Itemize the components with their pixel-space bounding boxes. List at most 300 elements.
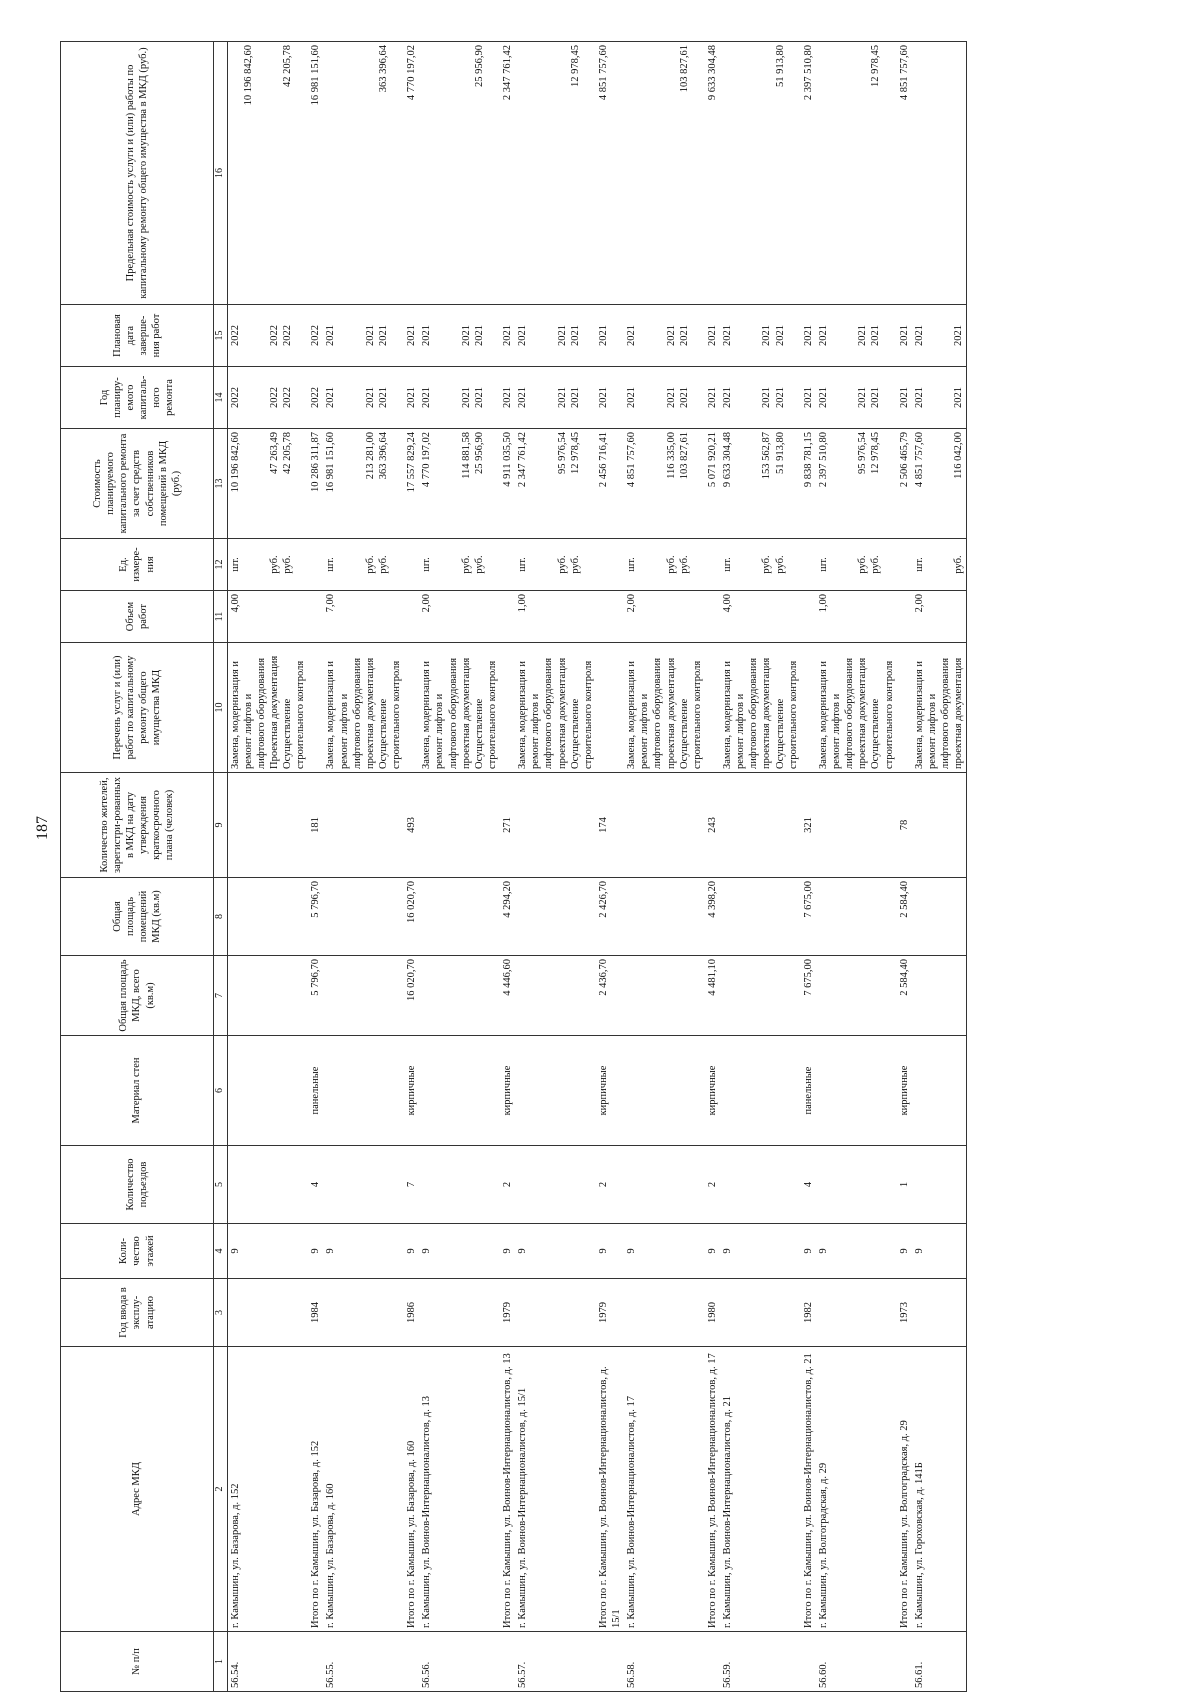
cell-text: 9 838 781,15 xyxy=(802,432,814,488)
cell-col-16 xyxy=(624,42,705,305)
cell-text xyxy=(802,594,815,639)
column-header: Объем работ xyxy=(61,591,214,643)
cell-col-15 xyxy=(624,305,705,367)
cell-col-16 xyxy=(227,42,308,305)
cell-text: шт. руб. руб. xyxy=(817,555,882,574)
cell-col-16 xyxy=(912,42,967,305)
cell-col-9 xyxy=(500,773,515,878)
cell-col-12 xyxy=(500,539,515,591)
cell-col-8 xyxy=(897,878,912,956)
cell-text xyxy=(501,646,514,769)
cell-col-1 xyxy=(801,1632,816,1692)
cell-col-11 xyxy=(596,591,624,643)
cell-text xyxy=(420,881,433,952)
cell-text: 4 294,20 xyxy=(502,881,513,918)
cell-col-7 xyxy=(419,956,500,1036)
cell-col-4 xyxy=(227,1224,308,1279)
cell-text: 174 xyxy=(597,817,609,833)
column-header: Предельная стоимость услуги и (или) работы по капитальному ремонту общего имущества в МКД (руб.) xyxy=(61,42,214,305)
cell-text: шт. руб. руб. xyxy=(722,555,786,574)
column-header: Ед. измере-ния xyxy=(61,539,214,591)
table-row xyxy=(308,42,323,1692)
cell-col-10 xyxy=(705,643,720,773)
cell-text: 9 xyxy=(325,1248,337,1254)
cell-text xyxy=(420,1039,433,1142)
column-number: 8 xyxy=(214,878,228,956)
cell-col-13 xyxy=(227,429,308,539)
cell-col-5 xyxy=(308,1146,323,1224)
cell-text: 2022 2022 2022 xyxy=(229,387,293,408)
cell-col-4 xyxy=(500,1224,515,1279)
cell-text: 9 xyxy=(722,1248,733,1254)
cell-text: 2021 2021 2021 xyxy=(626,325,690,346)
cell-col-6 xyxy=(816,1036,897,1146)
cell-text: 2 xyxy=(597,1181,609,1188)
cell-col-12 xyxy=(897,539,912,591)
cell-text: 4 398,20 xyxy=(706,881,718,918)
cell-text xyxy=(501,542,514,587)
cell-text: 2 584,40 xyxy=(898,881,910,918)
cell-text xyxy=(420,1149,433,1220)
cell-col-14 xyxy=(227,367,308,429)
cell-col-8 xyxy=(705,878,720,956)
cell-text: кирпичные xyxy=(406,1065,418,1116)
cell-col-10 xyxy=(801,643,816,773)
cell-col-1 xyxy=(323,1632,404,1692)
cell-text: 2021 2021 2021 xyxy=(817,325,882,346)
cell-col-10 xyxy=(323,643,404,773)
cell-col-13 xyxy=(624,429,705,539)
cell-text: Итого по г. Камышин, ул. Воинов-Интернационалистов, д. 17 xyxy=(706,1353,718,1628)
cell-text xyxy=(898,1635,911,1688)
cell-col-1 xyxy=(624,1632,705,1692)
cell-col-11 xyxy=(720,591,801,643)
cell-col-3 xyxy=(720,1279,801,1347)
cell-text xyxy=(898,594,911,639)
cell-col-10 xyxy=(816,643,897,773)
cell-col-4 xyxy=(720,1224,801,1279)
cell-text xyxy=(420,959,433,1032)
cell-text: 56.58. xyxy=(626,1661,638,1688)
cell-text xyxy=(405,646,418,769)
cell-col-1 xyxy=(227,1632,308,1692)
cell-text: 2021 xyxy=(706,387,718,408)
cell-text: 10 196 842,60 47 263,49 42 205,78 xyxy=(229,432,293,493)
table-row xyxy=(897,42,912,1692)
cell-text xyxy=(802,646,815,769)
cell-col-6 xyxy=(404,1036,419,1146)
cell-col-10 xyxy=(912,643,967,773)
cell-text: 9 xyxy=(310,1248,322,1254)
cell-col-3 xyxy=(816,1279,897,1347)
cell-text: 16 981 151,60 213 281,00 363 396,64 xyxy=(325,432,389,493)
cell-col-8 xyxy=(720,878,801,956)
capital-repair-table xyxy=(60,41,967,1692)
cell-text: Замена, модернизация и ремонт лифтов и лифтового оборудования проектная документация Осуществление строительного контроля xyxy=(817,657,895,769)
cell-text: 56.54. xyxy=(229,1661,241,1688)
cell-col-12 xyxy=(515,539,596,591)
cell-col-4 xyxy=(308,1224,323,1279)
cell-col-1 xyxy=(705,1632,720,1692)
cell-text: 4 446,60 xyxy=(502,959,513,996)
cell-col-3 xyxy=(515,1279,596,1347)
cell-col-7 xyxy=(897,956,912,1036)
cell-col-16 xyxy=(308,42,323,305)
cell-text: 321 xyxy=(802,817,814,833)
cell-text: 2021 xyxy=(898,325,910,346)
cell-col-12 xyxy=(419,539,500,591)
cell-col-15 xyxy=(308,305,323,367)
cell-col-5 xyxy=(515,1146,596,1224)
column-header: № п/п xyxy=(61,1632,214,1692)
rotated-page xyxy=(60,42,1175,1692)
cell-col-11 xyxy=(912,591,967,643)
cell-col-2 xyxy=(816,1347,897,1632)
cell-col-1 xyxy=(816,1632,897,1692)
cell-text: панельные xyxy=(802,1066,814,1115)
table-row xyxy=(227,42,308,1692)
cell-col-5 xyxy=(596,1146,624,1224)
cell-col-5 xyxy=(404,1146,419,1224)
cell-col-15 xyxy=(596,305,624,367)
table-row xyxy=(720,42,801,1692)
cell-text: 2 xyxy=(706,1181,718,1188)
cell-col-8 xyxy=(404,878,419,956)
cell-text: 2 xyxy=(502,1181,513,1188)
cell-text: г. Камышин, ул. Базарова, д. 152 xyxy=(229,1483,241,1628)
cell-col-9 xyxy=(912,773,967,878)
cell-col-7 xyxy=(705,956,720,1036)
cell-col-15 xyxy=(897,305,912,367)
cell-text: 181 xyxy=(310,817,322,833)
cell-text: шт. руб. руб. xyxy=(517,555,581,574)
cell-text: 2021 xyxy=(597,325,609,346)
cell-text: кирпичные xyxy=(597,1065,609,1116)
cell-col-12 xyxy=(404,539,419,591)
cell-text: 16 981 151,60 xyxy=(310,45,322,106)
cell-text xyxy=(420,1282,433,1343)
cell-col-8 xyxy=(323,878,404,956)
cell-col-15 xyxy=(323,305,404,367)
cell-col-7 xyxy=(323,956,404,1036)
cell-text xyxy=(229,776,242,874)
cell-text xyxy=(913,881,926,952)
cell-col-3 xyxy=(624,1279,705,1347)
cell-col-14 xyxy=(308,367,323,429)
cell-text: 4 770 197,02 114 881,58 25 956,90 xyxy=(421,432,485,488)
cell-col-10 xyxy=(515,643,596,773)
cell-text xyxy=(802,542,815,587)
cell-text: Замена, модернизация и ремонт лифтов и лифтового оборудования проектная документация Осуществление строительного контроля xyxy=(626,657,703,769)
cell-text: 2021 2021 xyxy=(913,387,965,408)
cell-text: 1,00 xyxy=(517,594,529,613)
cell-text: 51 913,80 xyxy=(774,45,786,87)
cell-col-13 xyxy=(308,429,323,539)
cell-col-10 xyxy=(227,643,308,773)
cell-col-15 xyxy=(705,305,720,367)
cell-col-10 xyxy=(419,643,500,773)
cell-col-13 xyxy=(596,429,624,539)
cell-text: 1984 xyxy=(310,1302,322,1323)
cell-text xyxy=(405,594,418,639)
cell-text xyxy=(721,881,734,952)
cell-text xyxy=(898,646,911,769)
cell-col-2 xyxy=(404,1347,419,1632)
cell-col-14 xyxy=(897,367,912,429)
cell-text xyxy=(229,1282,242,1343)
cell-text: 2021 2021 2021 xyxy=(817,387,882,408)
cell-text xyxy=(625,1039,638,1142)
cell-text: 1973 xyxy=(898,1302,910,1323)
cell-col-1 xyxy=(419,1632,500,1692)
cell-text xyxy=(405,1635,418,1688)
column-number: 12 xyxy=(214,539,228,591)
cell-col-14 xyxy=(323,367,404,429)
cell-col-11 xyxy=(323,591,404,643)
cell-text: 1 xyxy=(898,1181,910,1188)
cell-text: 2021 xyxy=(406,387,418,408)
cell-text xyxy=(309,594,322,639)
cell-text xyxy=(324,1282,337,1343)
cell-col-2 xyxy=(227,1347,308,1632)
column-number-row xyxy=(214,42,228,1692)
cell-col-11 xyxy=(308,591,323,643)
cell-col-2 xyxy=(515,1347,596,1632)
cell-text: Замена, модернизация и ремонт лифтов и лифтового оборудования проектная документация xyxy=(913,657,965,769)
cell-col-15 xyxy=(720,305,801,367)
cell-col-13 xyxy=(515,429,596,539)
table-row xyxy=(419,42,500,1692)
cell-text: 9 xyxy=(913,1248,925,1254)
cell-col-7 xyxy=(227,956,308,1036)
cell-col-6 xyxy=(912,1036,967,1146)
cell-text: 9 633 304,48 xyxy=(706,45,718,101)
cell-text: 9 xyxy=(597,1248,609,1254)
cell-text xyxy=(597,646,610,769)
cell-col-9 xyxy=(596,773,624,878)
cell-col-3 xyxy=(705,1279,720,1347)
cell-col-16 xyxy=(816,42,897,305)
cell-col-1 xyxy=(912,1632,967,1692)
cell-col-14 xyxy=(705,367,720,429)
column-number: 11 xyxy=(214,591,228,643)
cell-col-5 xyxy=(720,1146,801,1224)
cell-col-12 xyxy=(720,539,801,591)
cell-text: шт. руб. руб. xyxy=(421,555,485,574)
cell-col-15 xyxy=(227,305,308,367)
cell-col-6 xyxy=(705,1036,720,1146)
cell-col-16 xyxy=(596,42,624,305)
cell-text: 2022 xyxy=(310,325,322,346)
cell-text: Итого по г. Камышин, ул. Волгоградская, д. 29 xyxy=(898,1420,910,1628)
table-row xyxy=(801,42,816,1692)
cell-col-7 xyxy=(596,956,624,1036)
cell-text: 493 xyxy=(406,817,418,833)
cell-text: 56.57. xyxy=(517,1661,529,1688)
cell-col-4 xyxy=(897,1224,912,1279)
cell-text xyxy=(721,959,734,1032)
cell-col-9 xyxy=(720,773,801,878)
cell-text xyxy=(913,959,926,1032)
column-number: 6 xyxy=(214,1036,228,1146)
cell-col-11 xyxy=(419,591,500,643)
cell-text xyxy=(516,959,529,1032)
cell-text xyxy=(229,881,242,952)
cell-text: 4 xyxy=(802,1181,814,1188)
cell-col-6 xyxy=(323,1036,404,1146)
cell-col-4 xyxy=(323,1224,404,1279)
cell-col-10 xyxy=(596,643,624,773)
cell-text xyxy=(721,1039,734,1142)
cell-col-8 xyxy=(624,878,705,956)
cell-col-9 xyxy=(308,773,323,878)
cell-text: Замена, модернизация и ремонт лифтов и лифтового оборудования Проектная документация Осуществление строительного контроля xyxy=(229,655,307,769)
column-number: 15 xyxy=(214,305,228,367)
cell-text: 2,00 xyxy=(913,594,925,613)
column-header: Общая площадь помещений МКД (кв.м) xyxy=(61,878,214,956)
cell-text xyxy=(913,1149,926,1220)
cell-text: Итого по г. Камышин, ул. Базарова, д. 152 xyxy=(310,1440,322,1628)
cell-col-3 xyxy=(227,1279,308,1347)
cell-col-3 xyxy=(500,1279,515,1347)
cell-col-1 xyxy=(308,1632,323,1692)
cell-text: Замена, модернизация и ремонт лифтов и лифтового оборудования проектная документация Осуществление строительного контроля xyxy=(722,657,799,769)
column-header: Количество подъездов xyxy=(61,1146,214,1224)
cell-text: 9 xyxy=(626,1248,638,1254)
column-number: 16 xyxy=(214,42,228,305)
cell-col-4 xyxy=(624,1224,705,1279)
cell-col-15 xyxy=(500,305,515,367)
cell-col-3 xyxy=(404,1279,419,1347)
cell-text xyxy=(516,1149,529,1220)
cell-col-8 xyxy=(227,878,308,956)
cell-text: 2 426,70 xyxy=(597,881,609,918)
cell-col-13 xyxy=(897,429,912,539)
cell-col-3 xyxy=(323,1279,404,1347)
cell-text: 1979 xyxy=(502,1302,513,1323)
cell-text xyxy=(597,1635,610,1688)
cell-text: г. Камышин, ул. Волгоградская, д. 29 xyxy=(817,1462,829,1628)
cell-col-14 xyxy=(515,367,596,429)
cell-col-5 xyxy=(912,1146,967,1224)
cell-text: 5 796,70 xyxy=(310,881,322,918)
cell-col-13 xyxy=(720,429,801,539)
cell-text xyxy=(817,1149,830,1220)
cell-col-16 xyxy=(705,42,720,305)
cell-col-11 xyxy=(705,591,720,643)
cell-col-8 xyxy=(515,878,596,956)
cell-col-16 xyxy=(404,42,419,305)
cell-col-9 xyxy=(323,773,404,878)
cell-col-4 xyxy=(404,1224,419,1279)
cell-text: Итого по г. Камышин, ул. Воинов-Интернационалистов, д. 21 xyxy=(802,1353,814,1628)
table-row xyxy=(500,42,515,1692)
cell-text xyxy=(817,1282,830,1343)
cell-text: 9 xyxy=(817,1248,829,1254)
cell-col-13 xyxy=(419,429,500,539)
column-number: 9 xyxy=(214,773,228,878)
cell-col-9 xyxy=(515,773,596,878)
cell-text: 7 xyxy=(406,1181,418,1188)
cell-text: 10 286 311,87 xyxy=(310,432,322,492)
cell-text: 4 xyxy=(310,1181,322,1188)
table-row xyxy=(624,42,705,1692)
cell-col-7 xyxy=(801,956,816,1036)
cell-text: 17 557 829,24 xyxy=(406,432,418,493)
cell-col-7 xyxy=(500,956,515,1036)
cell-text: 243 xyxy=(706,817,718,833)
cell-col-6 xyxy=(624,1036,705,1146)
cell-text xyxy=(597,594,610,639)
cell-col-1 xyxy=(720,1632,801,1692)
cell-text: Итого по г. Камышин, ул. Базарова, д. 160 xyxy=(406,1440,418,1628)
cell-text xyxy=(324,881,337,952)
cell-text: Итого по г. Камышин, ул. Воинов-Интернационалистов, д. 15/1 xyxy=(597,1366,622,1628)
column-header: Коли-чество этажей xyxy=(61,1224,214,1279)
cell-text xyxy=(229,959,242,1032)
cell-col-6 xyxy=(515,1036,596,1146)
cell-col-13 xyxy=(801,429,816,539)
column-number: 7 xyxy=(214,956,228,1036)
cell-col-1 xyxy=(897,1632,912,1692)
cell-text: Замена, модернизация и ремонт лифтов и лифтового оборудования проектная документация Осуществление строительного контроля xyxy=(517,657,594,769)
cell-col-5 xyxy=(816,1146,897,1224)
cell-text: 2022 2022 2022 xyxy=(229,325,293,346)
cell-text: 12 978,45 xyxy=(569,45,581,87)
cell-col-11 xyxy=(404,591,419,643)
cell-col-9 xyxy=(227,773,308,878)
cell-text xyxy=(501,1635,514,1688)
column-header: Адрес МКД xyxy=(61,1347,214,1632)
cell-text xyxy=(597,542,610,587)
cell-text: 2022 xyxy=(310,387,322,408)
cell-text xyxy=(913,45,926,301)
cell-text: г. Камышин, ул. Воинов-Интернационалистов, д. 17 xyxy=(626,1395,638,1628)
cell-col-8 xyxy=(801,878,816,956)
cell-col-8 xyxy=(308,878,323,956)
cell-text: 9 xyxy=(898,1248,910,1254)
cell-col-10 xyxy=(404,643,419,773)
cell-text: 2,00 xyxy=(421,594,433,613)
cell-col-11 xyxy=(897,591,912,643)
cell-text: 7 675,00 xyxy=(802,881,814,918)
cell-col-9 xyxy=(816,773,897,878)
cell-col-5 xyxy=(419,1146,500,1224)
cell-text xyxy=(516,1282,529,1343)
cell-col-2 xyxy=(308,1347,323,1632)
cell-text: 2021 xyxy=(802,387,814,408)
cell-col-16 xyxy=(720,42,801,305)
cell-col-3 xyxy=(596,1279,624,1347)
cell-text xyxy=(309,646,322,769)
cell-text xyxy=(324,1039,337,1142)
cell-col-15 xyxy=(419,305,500,367)
cell-col-10 xyxy=(624,643,705,773)
cell-col-12 xyxy=(323,539,404,591)
cell-text: г. Камышин, ул. Гороховская, д. 141Б xyxy=(913,1462,925,1628)
table-row xyxy=(705,42,720,1692)
column-header: Год ввода в эксплу-атацию xyxy=(61,1279,214,1347)
cell-text xyxy=(324,959,337,1032)
cell-text: 1986 xyxy=(406,1302,418,1323)
cell-text: 25 956,90 xyxy=(473,45,485,87)
cell-col-5 xyxy=(897,1146,912,1224)
cell-col-13 xyxy=(816,429,897,539)
cell-col-4 xyxy=(801,1224,816,1279)
cell-text xyxy=(229,1149,242,1220)
cell-text xyxy=(706,646,719,769)
cell-col-7 xyxy=(308,956,323,1036)
